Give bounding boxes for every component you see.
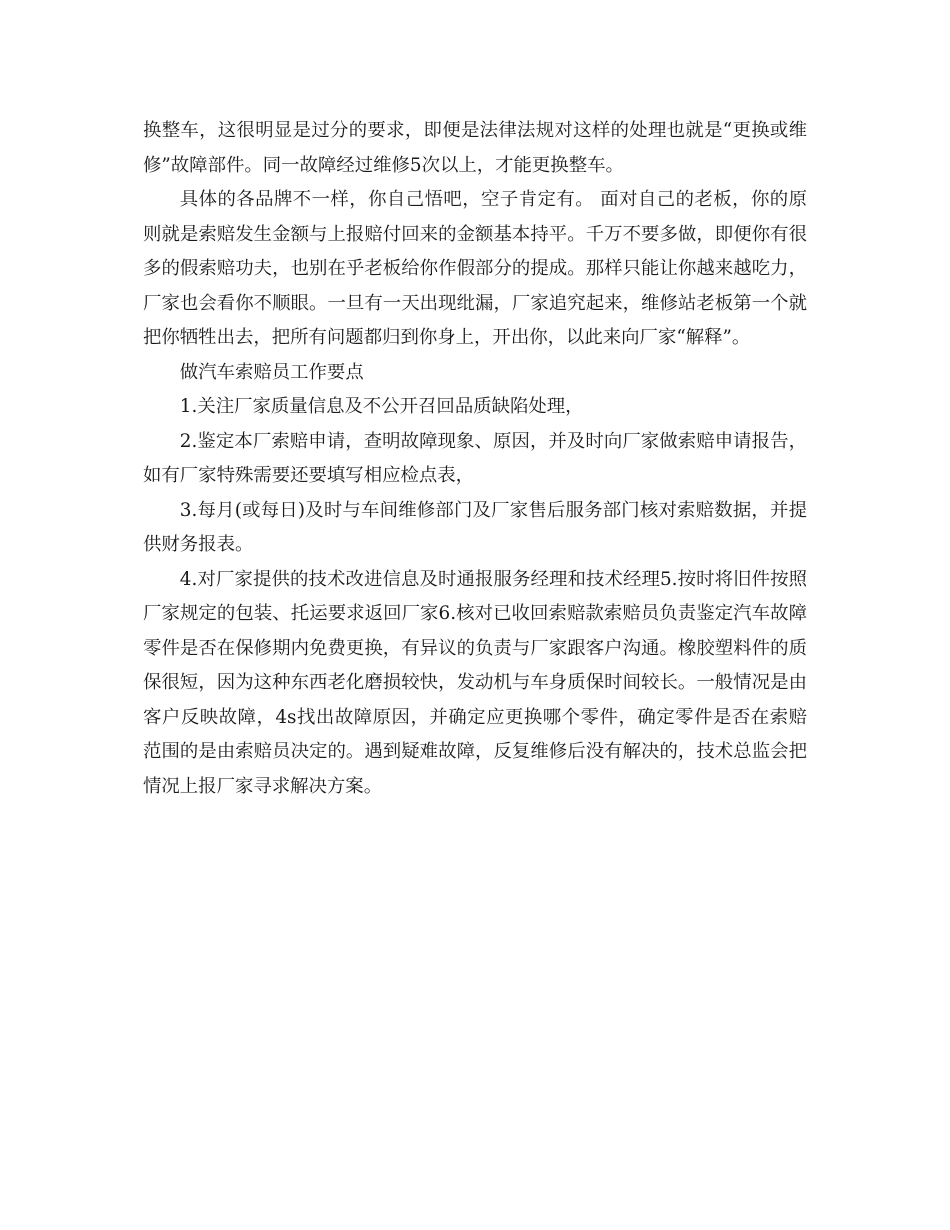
- list-item-1: 1.关注厂家质量信息及不公开召回品质缺陷处理，: [179, 396, 584, 417]
- document-body: [143, 114, 807, 804]
- paragraph-1: 换整车，这很明显是过分的要求，即便是法律法规对这样的处理也就是“更换或维修”故障部件。同一故障经过维修5次以上，才能更换整车。: [143, 120, 807, 176]
- section-heading: 做汽车索赔员工作要点: [179, 361, 364, 383]
- list-item-4: 4.对厂家提供的技术改进信息及时通报服务经理和技术经理5.按时将旧件按照厂家规定的包装、托运要求返回厂家6.核对已收回索赔款索赔员负责鉴定汽车故障零件是否在保修期内免费更换，有异议的负责与厂家跟客户沟通。橡胶塑料件的质保很短，因为这种东西老化磨损较快，发动机与车身质保时间较长。一般情况是由客户反映故障，4s找出故障原因，并确定应更换哪个零件，确定零件是否在索赔范围的是由索赔员决定的。遇到疑难故障，反复维修后没有解决的，技术总监会把情况上报厂家寻求解决方案。: [143, 568, 807, 797]
- list-item-3: 3.每月(或每日)及时与车间维修部门及厂家售后服务部门核对索赔数据，并提供财务报表。: [143, 499, 807, 555]
- paragraph-2: 具体的各品牌不一样，你自己悟吧，空子肯定有。 面对自己的老板，你的原则就是索赔发生金额与上报赔付回来的金额基本持平。千万不要多做，即便你有很多的假索赔功夫，也别在乎老板给你作假部分的提成。那样只能让你越来越吃力，厂家也会看你不顺眼。一旦有一天出现纰漏，厂家追究起来，维修站老板第一个就把你牺牲出去，把所有问题都归到你身上，开出你，以此来向厂家“解释”。: [143, 189, 807, 348]
- list-item-2: 2.鉴定本厂索赔申请，查明故障现象、原因，并及时向厂家做索赔申请报告，如有厂家特殊需要还要填写相应检点表，: [143, 430, 807, 486]
